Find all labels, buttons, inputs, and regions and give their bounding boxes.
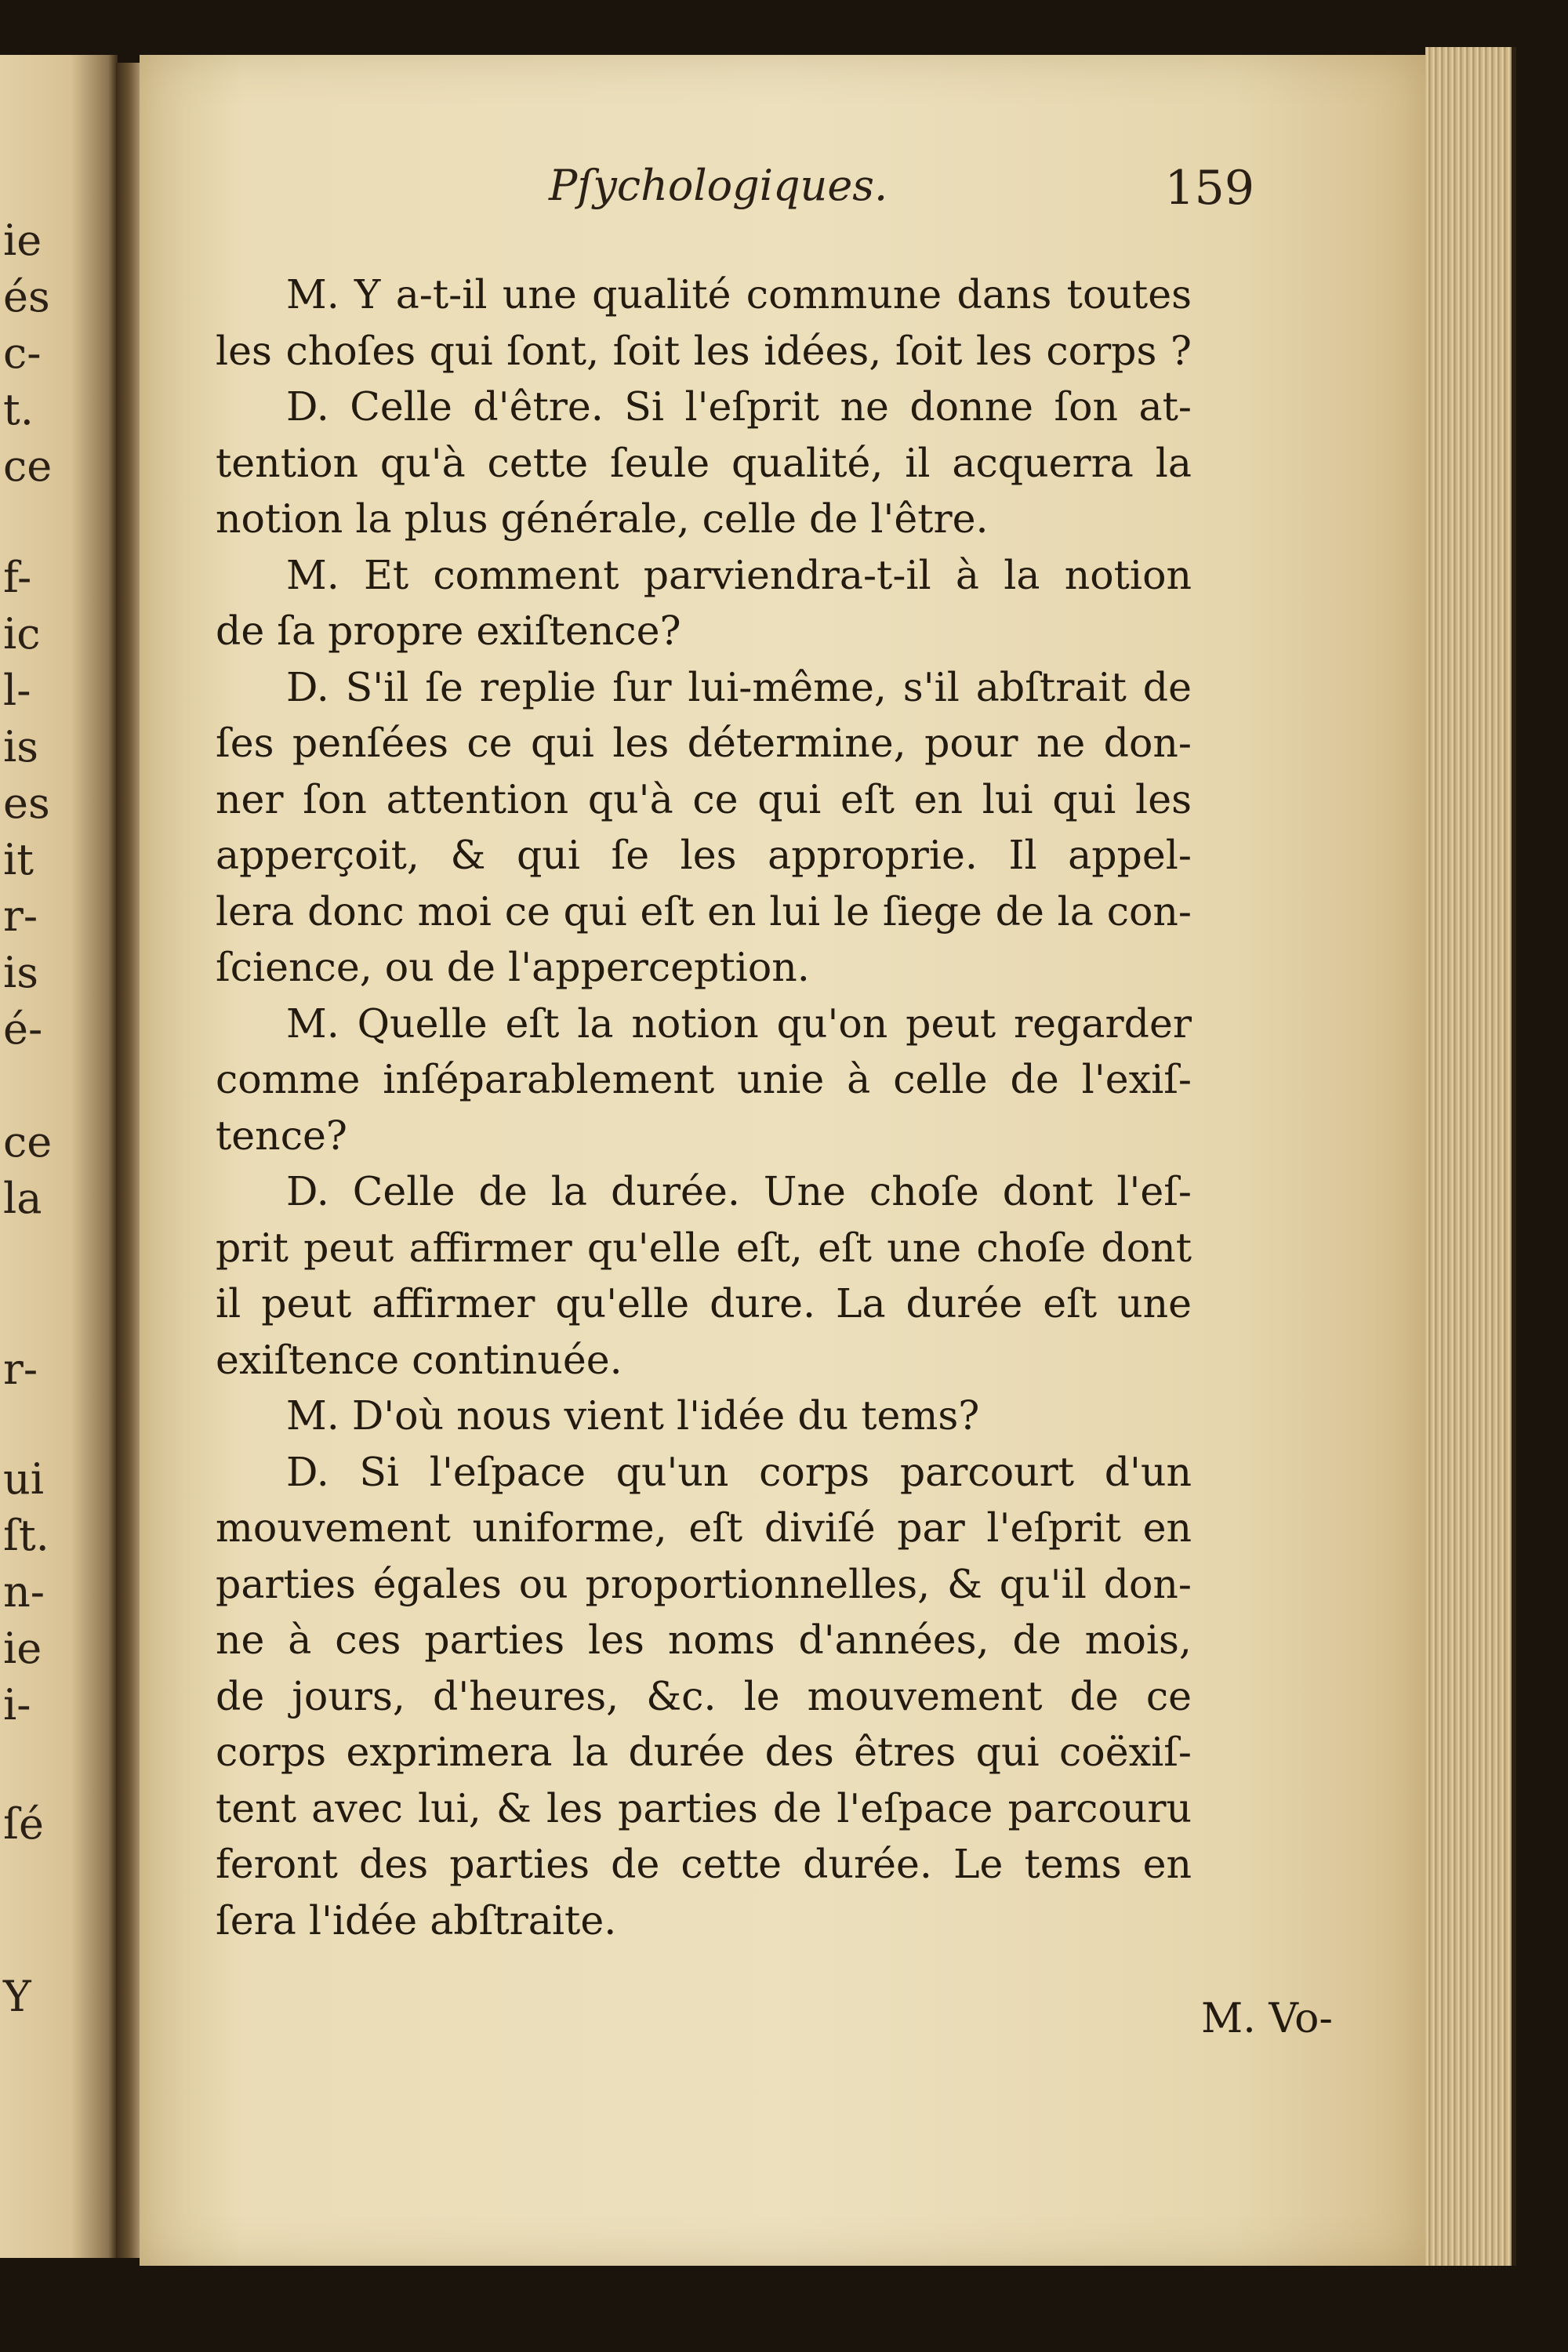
text-line: ne à ces parties les noms d'années, de mois,: [216, 1617, 1192, 1663]
text-line: exiſtence continuée.: [216, 1336, 622, 1383]
left-page-fragment: Y: [3, 1972, 31, 2021]
text-line: M. Y a-t-il une qualité commune dans toutes: [286, 271, 1192, 318]
text-line: notion la plus générale, celle de l'être.: [216, 495, 989, 542]
body-text: [216, 267, 1192, 1948]
left-page-fragment: r-: [3, 891, 38, 941]
left-page-fragment: é-: [3, 1004, 43, 1054]
text-line: D. Celle d'être. Si l'eſprit ne donne ſon at-: [286, 383, 1192, 430]
left-page-fragment: it: [3, 835, 34, 884]
text-line: de jours, d'heures, &c. le mouvement de ce: [216, 1672, 1192, 1719]
text-line: M. Quelle eſt la notion qu'on peut regarder: [286, 1000, 1192, 1047]
text-line: apperçoit, & qui ſe les approprie. Il appel-: [216, 832, 1192, 878]
left-page-fragment: is: [3, 722, 38, 771]
text-line: il peut affirmer qu'elle dure. La durée eſt une: [216, 1280, 1192, 1327]
book-gutter: [116, 63, 143, 2258]
left-page-fragment: ſt.: [3, 1511, 49, 1560]
text-line: ner ſon attention qu'à ce qui eſt en lui qui les: [216, 775, 1192, 822]
left-page-fragment: la: [3, 1174, 42, 1223]
left-page-fragment: ſé: [3, 1799, 44, 1849]
left-page-fragment: ce: [3, 441, 53, 491]
text-line: de ſa propre exiſtence?: [216, 608, 681, 654]
text-line: parties égales ou proportionnelles, & qu'il don-: [216, 1560, 1192, 1607]
text-line: ſcience, ou de l'apperception.: [216, 944, 810, 990]
page-number: 159: [1164, 161, 1254, 216]
text-line: ſes penſées ce qui les détermine, pour ne don-: [216, 720, 1192, 766]
text-line: M. Et comment parviendra-t-il à la notion: [286, 551, 1192, 598]
text-line: ſera l'idée abſtraite.: [216, 1896, 617, 1944]
left-page-fragment: i-: [3, 1680, 31, 1730]
left-page-fragment: es: [3, 779, 50, 828]
text-line: lera donc moi ce qui eſt en lui le ſiege de la con-: [216, 887, 1192, 935]
running-head: [549, 161, 1254, 223]
left-page-fragment: c-: [3, 328, 42, 378]
text-line: mouvement uniforme, eſt diviſé par l'eſprit en: [216, 1504, 1192, 1551]
text-line: tence?: [216, 1112, 347, 1159]
text-line: D. Celle de la durée. Une choſe dont l'eſ-: [286, 1168, 1192, 1214]
text-line: les choſes qui ſont, ſoit les idées, ſoit les corps ?: [216, 327, 1192, 374]
text-line: D. Si l'eſpace qu'un corps parcourt d'un: [286, 1448, 1192, 1495]
left-page-fragment: r-: [3, 1345, 38, 1394]
page-edges: [1425, 47, 1516, 2266]
text-line: tent avec lui, & les parties de l'eſpace parcouru: [216, 1784, 1192, 1831]
running-title: Pſychologiques.: [549, 161, 888, 210]
text-line: prit peut affirmer qu'elle eſt, eſt une choſe dont: [216, 1224, 1192, 1271]
left-page-edge: [0, 55, 118, 2258]
text-line: D. S'il ſe replie ſur lui-même, s'il abſtrait de: [286, 663, 1192, 710]
left-page-fragment: f-: [3, 553, 32, 602]
text-line: feront des parties de cette durée. Le tems en: [216, 1841, 1192, 1887]
left-page-fragment: t.: [3, 385, 34, 434]
left-page-fragment: l-: [3, 666, 31, 715]
left-page-fragment: n-: [3, 1567, 45, 1617]
text-line: comme inſéparablement unie à celle de l'exiſ-: [216, 1056, 1192, 1102]
left-page-fragment: ce: [3, 1117, 53, 1167]
left-page-fragment: ic: [3, 609, 41, 659]
left-page-fragment: ui: [3, 1454, 45, 1504]
text-line: M. D'où nous vient l'idée du tems?: [286, 1392, 980, 1439]
left-page-fragment: és: [3, 272, 50, 321]
text-line: corps exprimera la durée des êtres qui coëxiſ-: [216, 1729, 1192, 1775]
left-page-fragment: ie: [3, 1624, 42, 1673]
catchword: M. Vo-: [1201, 1995, 1333, 2042]
left-page-fragment: ie: [3, 216, 42, 265]
text-line: tention qu'à cette ſeule qualité, il acquerra la: [216, 439, 1192, 486]
left-page-fragment: is: [3, 948, 38, 997]
